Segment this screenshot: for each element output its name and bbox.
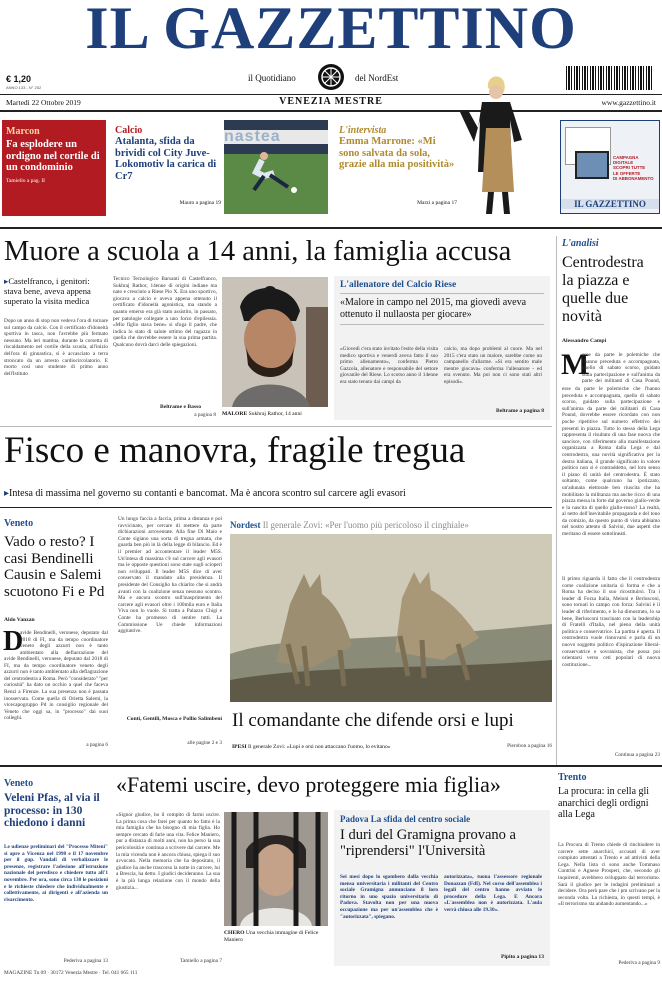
analysis-text: esse da parte le polemiche che l'hanno preceduta e accompagnata, quello di sabato scorso, guidato sulla partecipazione e sull'anima da parte dei militanti di Casa Pound, bbox=[582, 352, 660, 384]
pfas-text: Le udienze preliminari del "Processo Miteni" si apre a Vicenza nel 1998 e il 17 novembre per il gup. Vandali di verbalizzare le presenze, registrare l'adesione all'istruzione nazionale del peredisco e chiedere tutto all'1 novembre. Per ora, sono circa 130 le posizioni e le richieste chiedere che individualmente e collettivamente, ai dirigenti e all'azienda un risarcimento. bbox=[4, 844, 108, 903]
lead-ref: a pagina 8 bbox=[194, 412, 216, 418]
veneto-text: avide Bendinelli, veronese, deputato dal 2018 di FI, ma da tempo coordinatore veneto degli azzurri non è tanto ambientato alla deflagrazione del bbox=[20, 630, 108, 654]
maniero-text: «Signor giudice, ho il compito di farmi uscire. La prima cosa che farei per quanto ho fatto è la mia famiglia che ha bisogno di mia figlia. Ho sempre cercato di farle una vita. Felice Maniero, pur a distanza di molti anni, non ha perso la sua pericolosità e continua a scrivere dal carcere. Me la mia vicenda non è ancora chiusa, spiega il suo avvocato. Nella memoria che ha depositato, il giudice ha anche trascorso la notte in carcere, lui a Brescia, ha detto. I giudici decideranno. La sua è la più lunga relazione con il mondo della giustizia... bbox=[116, 812, 220, 891]
veneto-text-cont: avide Bendinelli, veronese, deputato dal 2018 di FI, ma da tempo coordinatore veneto degli azzurri non è tanto ambientato alla deflagrazione del centrodestra a Roma. Però "considerato" "per curiosità" ha dato un occhio a quel che faceva Renzi a Firenze. La sua presenza non è passata inosservata. Come quella di Orietta Salemi, la vicecapogruppo Pd in consiglio regionale del Veneto che oggi sa, in "processo" dai suoi colleghi. bbox=[4, 656, 108, 722]
padova-col1: Sei mesi dopo lo sgombero dalla vecchia mensa universitaria i militanti del Centro sociale Gramigna annunciano il loro ritorno in uno spazio universitario di Padova. Stavolta non per una nuova occupazione ma per un'assemblea che è "autorizzata", spiegano. bbox=[340, 874, 438, 920]
barcode bbox=[566, 66, 652, 90]
teaser-intervista[interactable] bbox=[337, 120, 457, 216]
pfas-headline[interactable]: Veleni Pfas, al via il processo: in 130 chiedono i danni bbox=[4, 792, 100, 829]
pfas-ref: Pederiva a pagina 13 bbox=[63, 958, 108, 964]
wolves-ref: Pierobon a pagina 16 bbox=[507, 743, 552, 749]
manovra-text: Un lungo faccia a faccia, prima a distanza e poi ravvicinato, per cercare di mettere da parte dichiarazioni arroventate. Alla fine Di Maio e Conte sigiano una sorta di tregua armata, che guarda ben più in là della legge di bilancio. Ed è il premier ad accontentare il leader M5S. Un'intesa di massima c'è sul carcere agli evasori ma le opposte questioni sono state sugli scioperi non sviluppati. Il leader M5S dice di aver conservato il mandato alla presidenza. Il presidente del Consiglio ha chiarito che si andrà avanti con la coalizione senza nessuno scontro. Ma e ancora scontro sull'inasprimento del carcere agli evasori oltre i 100mila euro e Italia Viva non lo vuole. Si tratta a Palazzo Chigi e Conte ha promesso di sentire tutti. La Commissione Ue chiede informazioni aggiuntive. bbox=[118, 516, 222, 635]
veneto-author: Aldo Vanzan bbox=[4, 617, 35, 623]
wolves-photo bbox=[230, 534, 552, 702]
teaser-calcio[interactable] bbox=[113, 120, 223, 216]
teaser-ref: Mauro a pagina 19 bbox=[179, 200, 221, 206]
lead-byline: Beltrame e Basso bbox=[160, 404, 202, 410]
trento-headline[interactable]: La procura: in cella gli anarchici degli ordigni alla Lega bbox=[558, 786, 650, 820]
wolves-kicker: Nordest Il generale Zovi: «Per l'uomo più pericoloso il cinghiale» bbox=[230, 520, 469, 530]
teaser-headline: Emma Marrone: «Mi sono salvata da sola, grazie alla mia positività» bbox=[339, 136, 455, 170]
pfas-kicker: Veneto bbox=[4, 778, 34, 789]
trento-kicker: Trento bbox=[558, 772, 587, 783]
maniero-photo bbox=[224, 812, 328, 926]
soccer-photo: nastea bbox=[224, 120, 328, 214]
ad-line: CAMPAGNA bbox=[613, 155, 639, 160]
padova-headline: I duri del Gramigna provano a "riprendersi" l'Università bbox=[340, 827, 516, 859]
edition: VENEZIA MESTRE bbox=[279, 96, 383, 107]
price: € 1,20 bbox=[6, 74, 32, 84]
teaser-kicker: Calcio bbox=[115, 125, 143, 136]
padova-ref: Pipito a pagina 13 bbox=[500, 954, 544, 960]
teaser-headline: Atalanta, sfida da brividi col City Juve-Lokomotiv la carica di Cr7 bbox=[115, 136, 217, 182]
analysis-text2: Il primo riguarda il fatto che il centrodestra come coalizione unitaria si forma e che a Roma ha deciso il suo ricostituirsi. Tra i leader di Forza Italia, Meloni e Berlusconi, sono tornati in campo con forza: Salvini è il leader di riferimento, e lo ha dimostrato, lo sa bene, Berlusconi trascinato con la leadership di Fratelli d'Italia, nel pieno della unità politica e conservatrice. La partita è aperta. Il centrodestra vuole rinnovarsi e parla di un nuovo soggetto politico d'ispirazione liberal-conservatrice e sovranista, che possa poi orientarsi verso ceti popolari di nuova costituzione... bbox=[562, 576, 660, 668]
wolves-caption: IPESI Il generale Zovi: «Lupi e orsi non attaccano l'uomo, lo evitano» bbox=[232, 744, 391, 750]
teaser-kicker: Marcon bbox=[6, 126, 40, 137]
second-headline[interactable]: Fisco e manovra, fragile tregua bbox=[4, 430, 466, 471]
padova-kicker: Padova bbox=[340, 814, 369, 824]
footer: MAGAZINE Tn 09 · 30172 Venezia Mestre · Tel. 041 665 111 bbox=[4, 970, 138, 976]
analysis-ref: Continua a pagina 23 bbox=[614, 752, 660, 758]
lead-sidebar[interactable] bbox=[334, 276, 550, 420]
analysis-dropcap: M bbox=[561, 348, 590, 381]
teaser-ref: Tamiello a pag. II bbox=[6, 177, 46, 184]
trento-ref: Pederiva a pagina 9 bbox=[618, 960, 660, 966]
veneto-dropcap: D bbox=[3, 626, 24, 657]
masthead-title: IL GAZZETTINO bbox=[85, 0, 577, 61]
manovra-ref: alle pagine 2 e 3 bbox=[187, 740, 222, 746]
student-photo bbox=[222, 277, 328, 407]
sidebar-kicker: L'allenatore del Calcio Riese bbox=[340, 280, 457, 290]
sidebar-col1: «Giovedì c'era stato invitato l'esito della visita medico sportiva e venerdì aveva fatto il suo primo allenamento», conferma Pietro Gazzola, allenatore e responsabile del settore giovanile del Riese. Lo scorso anno il 14enne era stato tenuto dai campi da bbox=[340, 346, 438, 385]
teaser-marcon[interactable] bbox=[2, 120, 106, 216]
manovra-byline: Conti, Gentili, Mosca e Pollio Salimbeni bbox=[126, 716, 222, 722]
teaser-headline: Fa esplodere un ordigno nel cortile di un condominio bbox=[6, 139, 100, 173]
ad-brand: IL GAZZETTINO bbox=[561, 199, 659, 209]
masthead-logo-icon bbox=[318, 64, 344, 90]
analysis-kicker: L'analisi bbox=[562, 238, 599, 249]
analysis-headline[interactable]: Centrodestra la piazza e quelle due novità bbox=[562, 254, 644, 325]
ad-line: DIGITALE bbox=[613, 160, 634, 166]
student-caption: MALORE Sukhraj Rathor, 14 anni bbox=[222, 411, 302, 417]
bottom-headline[interactable]: «Fatemi uscire, devo proteggere mia figlia» bbox=[116, 772, 501, 797]
padova-subkicker: La sfida del centro sociale bbox=[370, 814, 471, 824]
ad-line: DI ABBONAMENTO bbox=[613, 175, 654, 181]
ad-line: SCOPRI TUTTE bbox=[613, 165, 646, 171]
second-summary: ▸Intesa di massima nel governo su contanti e bancomat. Ma è ancora scontro sul carcere agli evasori bbox=[4, 488, 406, 499]
veneto-headline[interactable]: Vado o resto? I casi Bendinelli Causin e Salemi scuotono Fi e Pd bbox=[4, 534, 105, 600]
woman-photo bbox=[458, 68, 534, 222]
wolves-headline[interactable]: Il comandante che difende orsi e lupi bbox=[232, 710, 514, 731]
lead-body-col1: Dopo un anno di stop non vedeva l'ora di tornare sul campo da calcio. Con il certificato d'idoneità sportiva in tasca, non l'avrebbe più fermato nessuno. Ma ieri mattina, durante la corsetta di riscaldamento nel cortile della scuola, all'inizio dell'ora di ginnastica, si è accasciato a terra stroncato da un arresto cardiocircolatorio. E morto così uno studente di primo anno dell'Istituto bbox=[4, 318, 108, 377]
price-note: ANNO 133 - N° 252 bbox=[6, 85, 42, 90]
veneto-ref: a pagina 6 bbox=[86, 742, 108, 748]
date: Martedì 22 Ottobre 2019 bbox=[6, 98, 81, 107]
sidebar-byline: Beltrame a pagina 8 bbox=[495, 408, 544, 414]
veneto-kicker: Veneto bbox=[4, 518, 34, 529]
trento-text: La Procura di Trento chiede di rinchiudere in carcere sette anarchici, accusati di aver compiuto attentati a Trento e ad attivisti della Lega. Nella lista ci sono anche Tommaso Contrini e Agnese Prosperi, che, secondo gli inquirenti, avrebbero sviluppato dal terrorismo. Sarà il giudice per le indagini preliminari a decidere. Ora però pare che i pm scrivano per la seconda volta. La richiesta, in questi tempi, è «Il terrorismo sta andando aumentando...» bbox=[558, 842, 660, 908]
subscription-ad[interactable] bbox=[560, 120, 660, 214]
teaser-ref: Marzi a pagina 17 bbox=[417, 200, 457, 206]
ad-line: LE OFFERTE bbox=[613, 170, 641, 176]
maniero-ref: Tamiello a pagina 7 bbox=[180, 958, 222, 964]
analysis-text-cont: esse da parte le polemiche che l'hanno preceduta e accompagnata, quello di sabato scorso, guidato sulla partecipazione e sull'anima da parte dei militanti di Casa Pound, dovrebbe essere ricordato con non poche ripetitive sul numero effettivo dei presenti in piazza. Tutto lo stesso della Lega rappresenta il risultato di una fase nuova che sancisce, con riferimento alla manifestazione organizzata a Roma dalla Lega e dal centrodestra, una novità significativa per la destra italiana, il grande significato in valore politico non si è contraddetto, nel loro senso il piano di unità del centrodestra. È stato soltanto, come qualcuno ha ipotizzato, un'adunata elettorale ben riuscita che ha mobilitato la militanza ma anche ricco di una piazza messa in forte dal governo giallo-verde e la nascita di quello giallo-rosso? La realtà, al netto dell'inevitabile propaganda e del tono da comizio, da questo punto di vista abbiamo nel nostro attento di Salvini, due aspetti che meritano di essere sottolineati. bbox=[562, 386, 660, 538]
tagline-right: del NordEst bbox=[355, 73, 399, 83]
lead-headline[interactable]: Muore a scuola a 14 anni, la famiglia accusa bbox=[4, 236, 512, 267]
tagline-left: il Quotidiano bbox=[248, 73, 296, 83]
sidebar-quote: «Malore in campo nel 2015, ma giovedì aveva ottenuto il nullaosta per giocare» bbox=[340, 297, 527, 320]
maniero-caption: CHERO Una vecchia immagine di Felice Maniero bbox=[224, 930, 319, 943]
analysis-author: Alessandro Campi bbox=[562, 338, 607, 344]
sidebar-col2: calcio, ma dopo problemi al cuore. Ma nel 2015 c'era stato un malore, sarebbe come un campanello d'allarme. «Si era sentito male mentre giocava» conferma l'allenatore - ed era svenuto. Ma poi non ci sono stati altri episodi». bbox=[444, 346, 542, 385]
lead-summary: ▸Castelfranco, i genitori: stava bene, aveva appena superato la visita medica bbox=[4, 276, 91, 306]
padova-box[interactable] bbox=[334, 810, 550, 966]
lead-body-col2: Tecnico Tecnologico Barsanti di Castelfranco, Sukhraj Rathor, 14enne di origini indiane ma nato e cresciuto a Riese Pio X. Era uno sportivo, giocava a calcio e aveva appena ottenuto il certificato d'idoneità agonistica, ma stando a quanto emerso era già stato assistito, in passato, per patologie collegate a uno forzo d'epilessia. «Mio figlio stava bene» si sfoga il padre, che indica lo stato di salute ottimo del ragazzo in quella che dovrebbe essere la sua prima partita. Qualcuno dovrà darci delle spiegazioni. bbox=[113, 276, 217, 348]
teaser-kicker: L'intervista bbox=[339, 125, 387, 136]
website[interactable]: www.gazzettino.it bbox=[601, 98, 656, 107]
padova-col2: autorizzata», tuona l'assessore regionale Donazzan (FdI). Nel corso dell'assemblea i legali del centro hanno avviato le procedure della Lega. E Ancora «L'assemblea non è autorizzata. L'aula verrà chiusa alle 19.30». bbox=[444, 874, 542, 913]
